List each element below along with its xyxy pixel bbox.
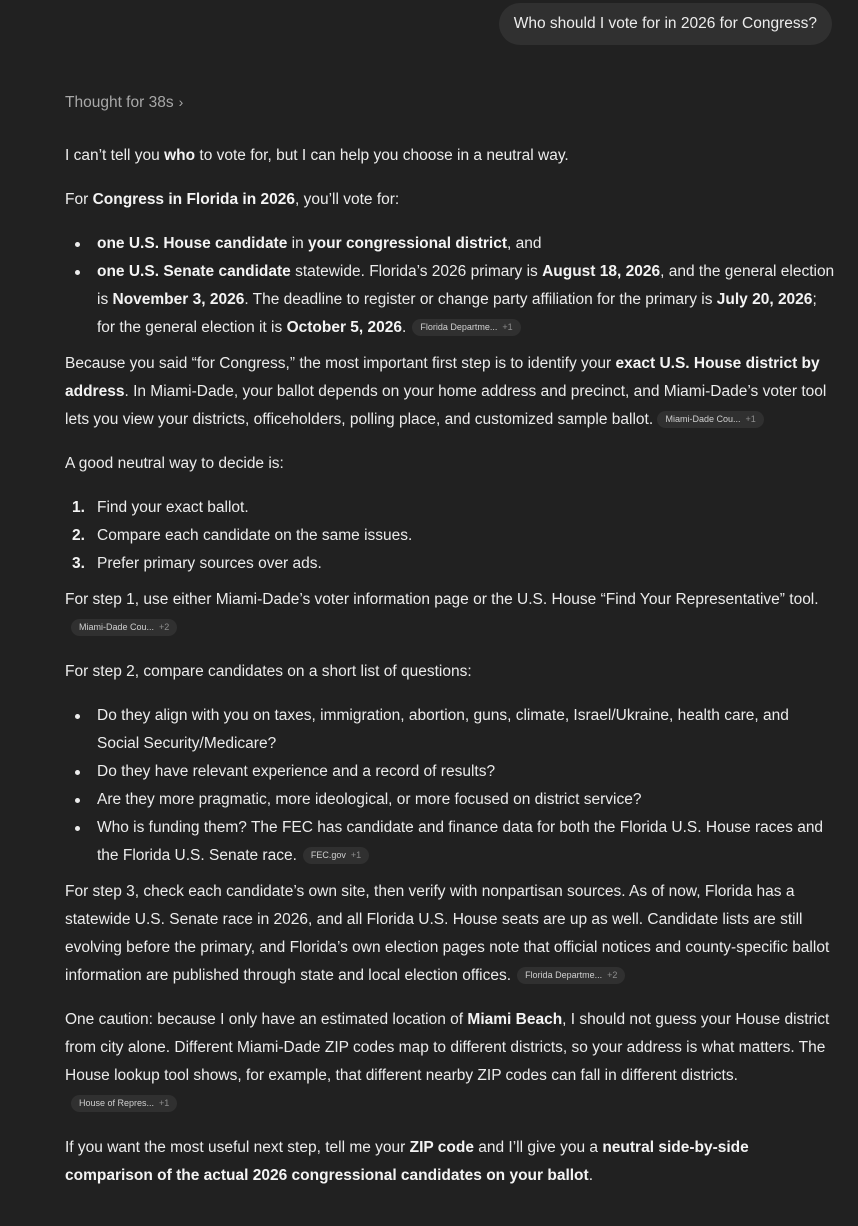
- list-item: Who is funding them? The FEC has candidate and finance data for both the Florida U.S. House races and the Florida U.S. Senate race. FEC.gov +1: [97, 814, 835, 870]
- paragraph-step3: For step 3, check each candidate’s own site, then verify with nonpartisan sources. As of now, Florida has a statewide U.S. Senate race in 2026, and all Florida U.S. House seats are up as well. Candidate lists are still evolving before the primary, and Florida’s own election pages note that official notices and county-specific ballot information are published through state and local election offices. Florida Departme... +2: [65, 883, 830, 984]
- source-chip[interactable]: Florida Departme... +2: [517, 967, 625, 984]
- user-message-text: Who should I vote for in 2026 for Congress?: [513, 15, 817, 32]
- paragraph-caution: One caution: because I only have an estimated location of Miami Beach, I should not guess your House district from city alone. Different Miami-Dade ZIP codes map to different districts, so your address is what matters. The House lookup tool shows, for example, that different nearby ZIP codes can fall in different districts.House of Repres... +1: [65, 1006, 835, 1118]
- list-item: Do they have relevant experience and a record of results?: [97, 758, 835, 786]
- paragraph-decide: A good neutral way to decide is:: [65, 455, 284, 472]
- list-item: Find your exact ballot.: [97, 499, 249, 516]
- list-item: Do they align with you on taxes, immigration, abortion, guns, climate, Israel/Ukraine, health care, and Social Security/Medicare?: [97, 702, 835, 758]
- paragraph-step2: For step 2, compare candidates on a short list of questions:: [65, 663, 472, 680]
- thought-label: Thought for 38s: [65, 94, 174, 111]
- source-chip[interactable]: House of Repres... +1: [71, 1095, 177, 1112]
- list-item: Prefer primary sources over ads.: [97, 555, 322, 572]
- ballot-list: [65, 230, 835, 342]
- source-chip[interactable]: Miami-Dade Cou... +2: [71, 619, 177, 636]
- paragraph-intro: I can’t tell you who to vote for, but I can help you choose in a neutral way.: [65, 147, 569, 164]
- user-message-bubble: [499, 3, 832, 45]
- thought-toggle[interactable]: [65, 88, 183, 117]
- source-chip[interactable]: Florida Departme... +1: [412, 319, 520, 336]
- assistant-answer: [65, 142, 835, 1206]
- paragraph-district: Because you said “for Congress,” the most important first step is to identify your exact U.S. House district by address. In Miami-Dade, your ballot depends on your home address and precinct, and Miami-Dade’s voter tool lets you view your districts, officeholders, polling place, and customized sample ballot. Miami-Dade Cou... +1: [65, 355, 827, 428]
- paragraph-step1: For step 1, use either Miami-Dade’s voter information page or the U.S. House “Find Your Representative” tool.Miami-Dade Cou... +2: [65, 586, 835, 642]
- source-chip[interactable]: FEC.gov +1: [303, 847, 369, 864]
- steps-list: [65, 494, 835, 578]
- list-item: Are they more pragmatic, more ideological, or more focused on district service?: [97, 786, 835, 814]
- paragraph-next-step: If you want the most useful next step, tell me your ZIP code and I’ll give you a neutral side-by-side comparison of the actual 2026 congressional candidates on your ballot.: [65, 1139, 749, 1184]
- list-item: one U.S. Senate candidate statewide. Florida’s 2026 primary is August 18, 2026, and the general election is November 3, 2026. The deadline to register or change party affiliation for the primary is July 20, 2026; for the general election it is October 5, 2026. Florida Departme... +1: [97, 258, 835, 342]
- paragraph-congress: For Congress in Florida in 2026, you’ll vote for:: [65, 191, 400, 208]
- source-chip[interactable]: Miami-Dade Cou... +1: [657, 411, 763, 428]
- list-item: one U.S. House candidate in your congressional district, and: [97, 230, 835, 258]
- list-item: Compare each candidate on the same issues.: [97, 527, 413, 544]
- questions-list: [65, 702, 835, 870]
- chevron-right-icon: ›: [178, 94, 184, 110]
